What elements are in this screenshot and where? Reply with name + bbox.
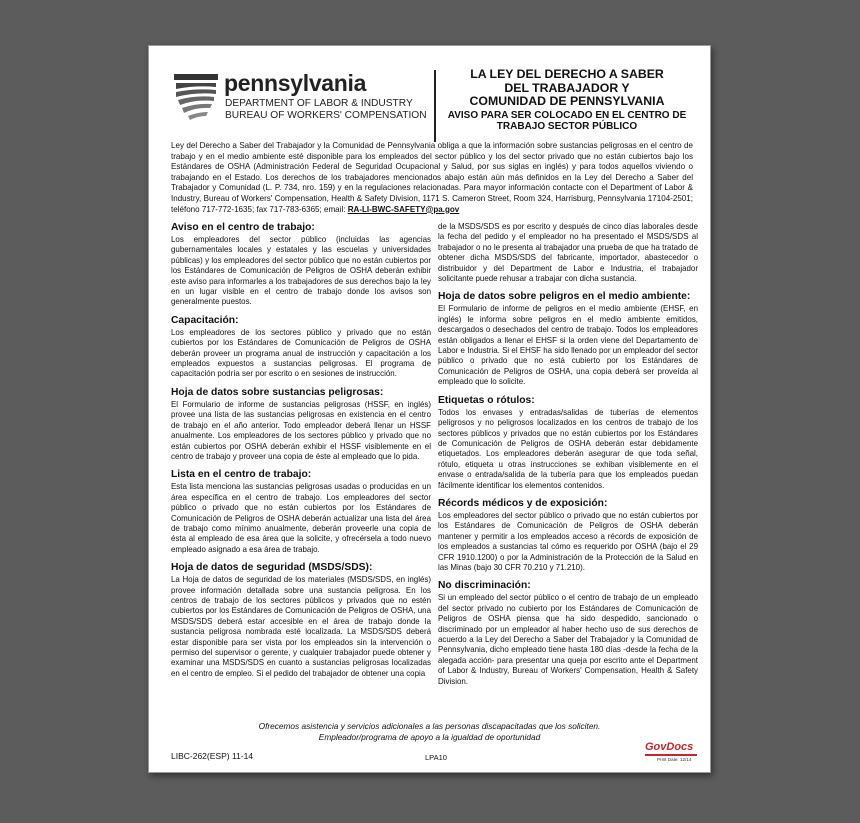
left-column xyxy=(171,222,431,686)
pa-dli-logo xyxy=(172,70,427,130)
section-non-discrimination xyxy=(438,580,698,687)
section-workplace-notice xyxy=(171,222,431,308)
section-heading: Récords médicos y de exposición: xyxy=(438,497,608,509)
poster-title xyxy=(437,68,697,132)
section-workplace-list xyxy=(171,469,431,555)
form-code: LIBC-262(ESP) 11-14 xyxy=(171,751,254,761)
header-divider xyxy=(434,70,436,142)
logo-wordmark: pennsylvania xyxy=(224,70,367,96)
lpa-code: LPA10 xyxy=(425,753,447,762)
section-heading: Capacitación: xyxy=(171,314,239,326)
section-heading: Lista en el centro de trabajo: xyxy=(171,469,312,481)
section-heading: Hoja de datos sobre sustancias peligrosas: xyxy=(171,386,384,398)
logo-bureau: BUREAU OF WORKERS' COMPENSATION xyxy=(225,110,427,121)
govdocs-underline xyxy=(645,754,697,756)
poster-header xyxy=(169,68,694,144)
section-body: Los empleadores del sector público o privado que no están cubiertos por los Estándares de Comunicación de Peligros de OSHA deberán mantener y permitir a los empleados acceso a récords de exposición de los empleados a sustancias tal cómo es requerido por OSHA (bajo el 29 CFR 1910.1200) o por la Administración de la Protección de la Salud en las Minas (bajo 30 CFR 70.210 y 71.210). xyxy=(438,510,698,572)
title-line-1: LA LEY DEL DERECHO A SABER xyxy=(470,67,664,81)
right-column xyxy=(438,222,698,694)
section-heading: No discriminación: xyxy=(438,580,531,592)
section-heading: Aviso en el centro de trabajo: xyxy=(171,222,315,233)
section-heading: Hoja de datos de seguridad (MSDS/SDS): xyxy=(171,562,373,574)
contact-email-link[interactable]: RA-LI-BWC-SAFETY@pa.gov xyxy=(347,204,460,214)
title-line-2: DEL TRABAJADOR Y xyxy=(504,80,630,95)
section-body: Todos los envases y entradas/salidas de tuberías de elementos peligrosos y no peligrosos localizados en los centros de trabajo de los sectores públicos y privados que no están cubiertos por los Estándares de Comunicación de Peligros de OSHA deberán estar debidamente etiquetados. Los empleadores deberán asegurar de que toda señal, rótulo, etiqueta u otras instrucciones se exhiban visiblemente en el envase o entrada/salida de la tubería para que los empleados puedan fácilmente identificar los elementos contenidos. xyxy=(438,407,698,490)
section-heading: Etiquetas o rótulos: xyxy=(438,394,535,406)
govdocs-logo xyxy=(643,741,699,767)
section-body: El Formulario de informe de sustancias peligrosas (HSSF, en inglés) provee una lista de las sustancias peligrosas en existencia en el centro de trabajo en el año anterior. Todo empleador deberá llenar un HSSF anualmente. Los empleadores de los sectores público y privado que no están cubiertos por OSHA deberán exhibir el HSSF visiblemente en el centro de trabajo y proveer una copia de éste al empleado que lo pida. xyxy=(171,399,431,461)
section-msds-continued xyxy=(438,222,698,284)
title-line-3: COMUNIDAD DE PENNSYLVANIA xyxy=(469,94,665,108)
section-body: Los empleadores del sector público (incluidas las agencias gubernamentales locales y estatales y las escuelas y universidades públicas) y los empleadores del sector público que no están cubiertos por los Estándares de Comunicación de Peligros de OSHA deberán exhibir este aviso para informarles a los trabajadores de sus derechos bajo la ley en un lugar visible en el centro de trabajo donde los avisos son generalmente puestos. xyxy=(171,235,431,307)
section-heading: Hoja de datos sobre peligros en el medio ambiente: xyxy=(438,291,691,303)
subtitle-line-2: TRABAJO SECTOR PÚBLICO xyxy=(496,120,638,132)
section-environmental-hazard xyxy=(438,291,698,387)
section-body: Esta lista menciona las sustancias peligrosas usadas o producidas en un área específica en el centro de trabajo. Los empleadores del sector público o privado que no están cubiertos por los Estándares de Comunicación de Peligros de OSHA deberán actualizar una lista del área de trabajo como mínimo anualmente, deberán proveerle una copia de ésta al empleado de esa área que la solicite, y ofrecérsela a todo nuevo empleado asignado a esa área de trabajo. xyxy=(171,482,431,554)
poster-page xyxy=(148,45,711,773)
equal-opportunity-note: Empleador/programa de apoyo a la igualdad de oportunidad xyxy=(318,732,541,742)
section-body: El Formulario de informe de peligros en el medio ambiente (EHSF, en inglés) le informa sobre peligros en el medio ambiente emitidos, descargados o desechados del centro de trabajo. Todos los empleadores están obligados a llenar el EHSF si la orden viene del Departamento de Labor e Industria. Si el EHSF ha sido llenado por un empleador del sector público o privado que no está cubierto por los Estándares de Comunicación de Peligros de OSHA, una copia deberá ser proveída al empleado que lo solicite. xyxy=(438,304,698,387)
section-msds-sds xyxy=(171,562,431,679)
keystone-logo-icon xyxy=(172,72,220,122)
intro-paragraph xyxy=(171,141,693,215)
logo-department: DEPARTMENT OF LABOR & INDUSTRY xyxy=(225,98,413,109)
section-body: de la MSDS/SDS es por escrito y después de cinco días laborales desde la fecha del pedido y el empleador no ha presentado el MSDS/SDS al trabajador o no le presenta al trabajador una prueba de que ha tratado de obtener dicha MSDS/SDS del fabricante, importador, abastecedor o distribuidor y del Department de Labor e Industria, el trabajador solicitante puede rehusar a trabajar con dicha sustancia. xyxy=(438,222,698,284)
print-date: Print Date: 12/14 xyxy=(657,757,692,762)
section-hazardous-substance-survey xyxy=(171,387,431,462)
subtitle-line-1: AVISO PARA SER COLOCADO EN EL CENTRO DE xyxy=(447,109,687,121)
intro-text: Ley del Derecho a Saber del Trabajador y la Comunidad de Pennsylvania obliga a que la información sobre sustancias peligrosas en el centro de trabajo y en el medio ambiente esté disponible para los empleados del sector público y los del sector privado que no están cubiertos bajo los Estándares de OSHA (Administración Federal de Seguridad Ocupacional y Salud, por sus siglas en inglés) y para todos aquellos viviendo o trabajando en el Estado. Los derechos de los trabajadores mencionados abajo están aún más definidos en la Ley del Derecho a Saber del Trabajador y Comunidad (L. P. 734, nro. 159) y en la regulaciones relacionadas. Para mayor información contacte con el Department of Labor & Industry, Bureau of Workers' Compensation, Health & Safety Division, 1171 S. Cameron Street, Room 324, Harrisburg, Pennsylvania 17104-2501; teléfono 717-772-1635; fax 717-783-6365; email: xyxy=(171,141,693,214)
section-body: La Hoja de datos de seguridad de los materiales (MSDS/SDS, en inglés) provee información detallada sobre una sustancia peligrosa. En los centros de trabajo de los sectores públicos y privados que no estén cubiertos por los Estándares de Comunicación de Peligros de OSHA, una MSDS/SDS deberá estar accesible en el área de trabajo donde la sustancia peligrosa nombrada esté localizada. La MSDS/SDS deberá estar disponible para ser vista por los empleados sin la intervención o permiso del supervisor o gerente, y cualquier trabajador puede obtener y examinar una MSDS/SDS en cuanto a sustancias peligrosas localizadas en el centro de empleo. Si el pedido del trabajador de obtener una copia xyxy=(171,575,431,678)
section-labels xyxy=(438,395,698,491)
section-body: Si un empleado del sector público o el centro de trabajo de un empleado del sector privado no cubierto por los Estándares de Comunicación de Peligros de OSHA piensa que ha sido despedido, sancionado o discriminado por un empleador al haber hecho uso de sus derechos de acuerdo a la Ley del Derecho a Saber del Trabajador y la Comunidad de Pennsylvania, dicho empleado tiene hasta 180 días -desde la fecha de la alegada acción- para presentar una queja por escrito ante el Department of Labor & Industry, Bureau of Workers' Compensation, Health & Safety Division. xyxy=(438,593,698,686)
accessibility-note: Ofrecemos asistencia y servicios adicionales a las personas discapacitadas que los soliciten. xyxy=(258,721,601,731)
govdocs-wordmark: GovDocs xyxy=(645,741,694,753)
section-medical-records xyxy=(438,498,698,573)
section-body: Los empleadores de los sectores público y privado que no están cubiertos por los Estándares de Comunicación de Peligros de OSHA deberán proveer un programa anual de instrucción y capacitación a los empleados expuestos a sustancias peligrosas. El programa de capacitación podría ser por escrito o en sesiones de instrucción. xyxy=(171,327,431,379)
section-training xyxy=(171,315,431,380)
